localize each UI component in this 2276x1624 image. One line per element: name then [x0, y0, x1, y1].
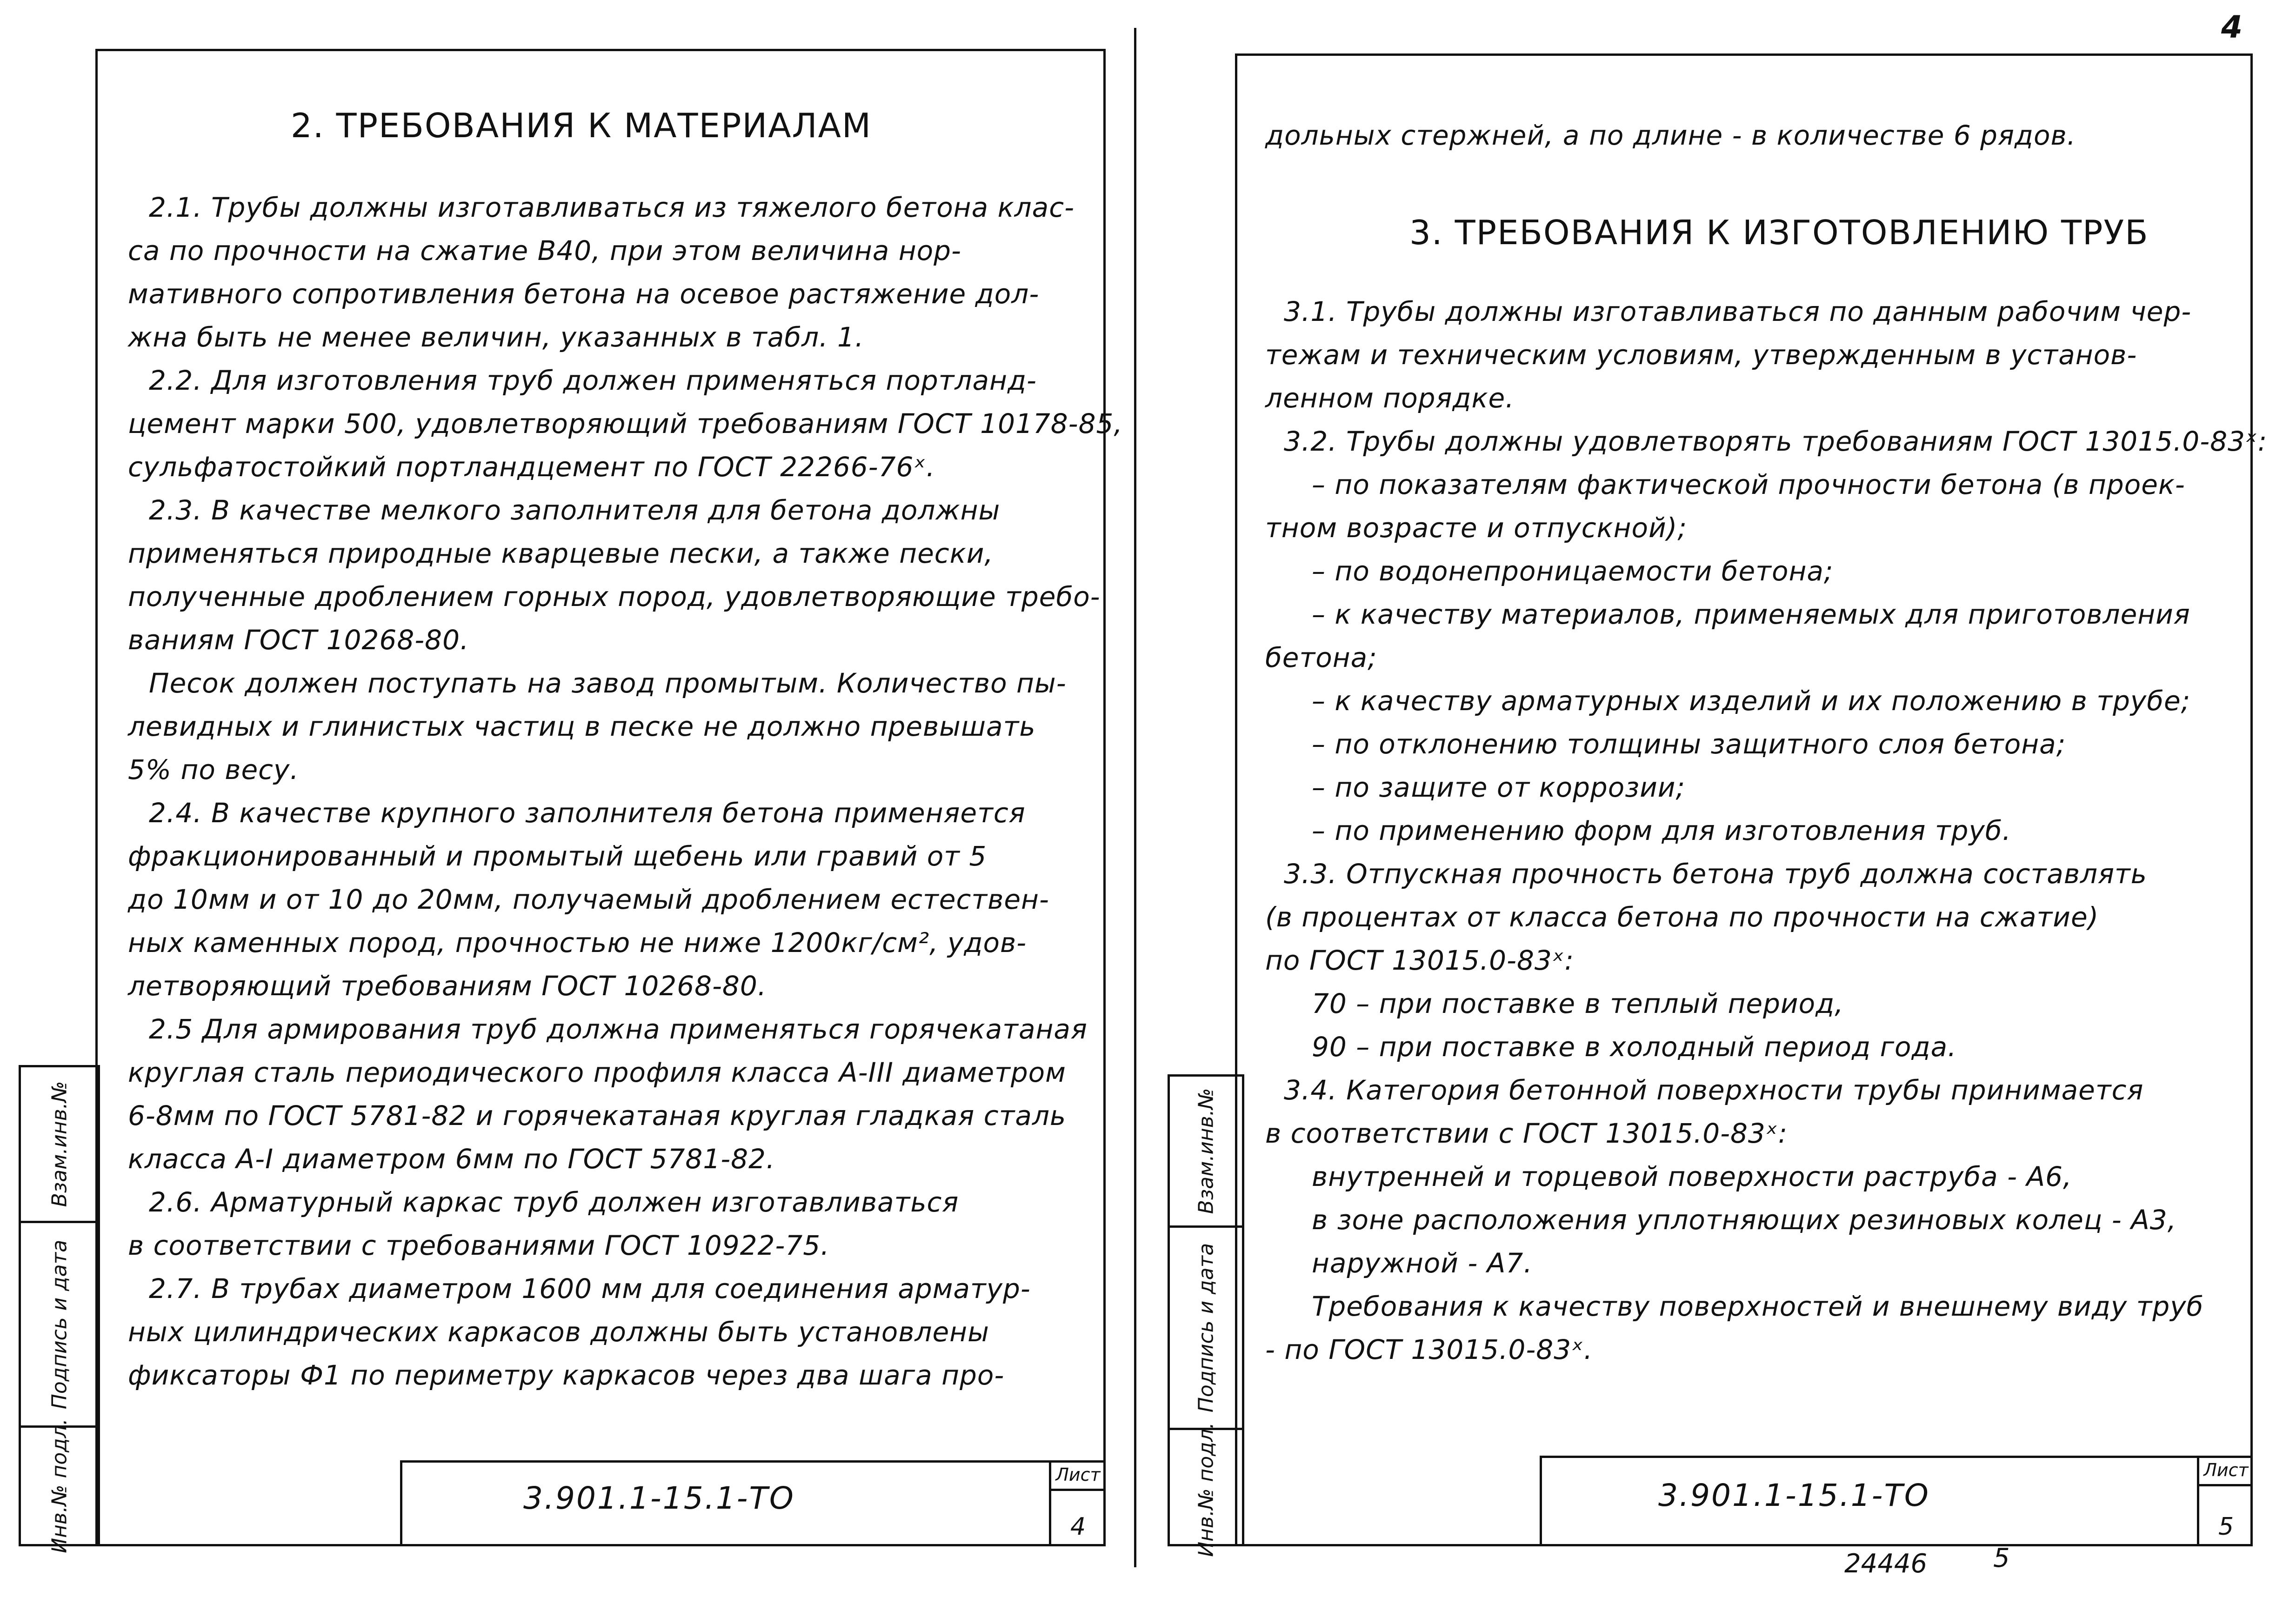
- side-label: Взам.инв.№: [47, 1081, 71, 1207]
- right-sheet-label: Лист: [2199, 1460, 2253, 1486]
- text-line: 3.1. Трубы должны изготавливаться по данным рабочим чер-: [1284, 296, 2192, 327]
- side-label: Инв.№ подл.: [1194, 1422, 1218, 1557]
- right-page-body: [1265, 114, 2076, 157]
- text-line: полученные дроблением горных пород, удовлетворяющие требо-: [128, 581, 1101, 612]
- text-line: круглая сталь периодического профиля класса А-III диаметром: [128, 1057, 1066, 1088]
- text-line: летворяющий требованиям ГОСТ 10268-80.: [128, 970, 767, 1002]
- right-title-block: [1540, 1456, 2253, 1546]
- right-side-strip: [1168, 1074, 1244, 1557]
- text-line: – к качеству арматурных изделий и их положению в трубе;: [1312, 685, 2191, 717]
- text-line: левидных и глинистых частиц в песке не должно превышать: [128, 711, 1036, 742]
- text-line: в соответствии с ГОСТ 13015.0-83ˣ:: [1265, 1118, 1788, 1149]
- text-line: цемент марки 500, удовлетворяющий требованиям ГОСТ 10178-85,: [128, 408, 1123, 439]
- right-sheet-box: [2197, 1458, 2253, 1546]
- left-document-code: 3.901.1-15.1-ТО: [523, 1480, 795, 1516]
- text-line: – по отклонению толщины защитного слоя бетона;: [1312, 728, 2066, 760]
- text-line: 3.3. Отпускная прочность бетона труб должна составлять: [1284, 858, 2147, 890]
- side-cell-replaced-inv: [1170, 1077, 1242, 1225]
- center-fold-line: [1134, 28, 1136, 1567]
- text-line: 3.2. Трубы должны удовлетворять требованиям ГОСТ 13015.0-83ˣ:: [1284, 426, 2268, 457]
- right-sheet-number: 5: [2218, 1513, 2234, 1541]
- text-line: 6-8мм по ГОСТ 5781-82 и горячекатаная круглая гладкая сталь: [128, 1100, 1067, 1131]
- left-page-body: [128, 186, 1123, 1397]
- text-line: – к качеству материалов, применяемых для приготовления: [1312, 599, 2190, 630]
- text-line: (в процентах от класса бетона по прочности на сжатие): [1265, 901, 2099, 933]
- text-line: ных цилиндрических каркасов должны быть установлены: [128, 1316, 989, 1348]
- lead-line: дольных стержней, а по длине - в количестве 6 рядов.: [1265, 120, 2076, 151]
- left-side-strip: [19, 1065, 100, 1553]
- top-page-number: 4: [2221, 9, 2243, 45]
- text-line: 2.7. В трубах диаметром 1600 мм для соединения арматур-: [149, 1273, 1031, 1305]
- side-label: Подпись и дата: [1194, 1243, 1218, 1413]
- text-line: Песок должен поступать на завод промытым. Количество пы-: [149, 667, 1067, 699]
- text-line: класса А-I диаметром 6мм по ГОСТ 5781-82.: [128, 1143, 775, 1175]
- right-page-title: 3. ТРЕБОВАНИЯ К ИЗГОТОВЛЕНИЮ ТРУБ: [1409, 213, 2149, 252]
- text-line: – по применению форм для изготовления труб.: [1312, 815, 2011, 846]
- left-page-title: 2. ТРЕБОВАНИЯ К МАТЕРИАЛАМ: [291, 106, 872, 145]
- side-label: Взам.инв.№: [1194, 1088, 1218, 1214]
- right-document-code: 3.901.1-15.1-ТО: [1658, 1478, 1930, 1513]
- text-line: до 10мм и от 10 до 20мм, получаемый дроблением естествен-: [128, 884, 1049, 915]
- text-line: - по ГОСТ 13015.0-83ˣ.: [1265, 1334, 1593, 1365]
- text-line: ленном порядке.: [1265, 382, 1515, 414]
- left-sheet-number: 4: [1070, 1513, 1086, 1541]
- text-line: – по защите от коррозии;: [1312, 772, 1686, 803]
- text-line: 2.4. В качестве крупного заполнителя бетона применяется: [149, 797, 1026, 829]
- text-line: 90 – при поставке в холодный период года.: [1312, 1031, 1957, 1063]
- left-sheet-label: Лист: [1051, 1464, 1105, 1491]
- text-line: жна быть не менее величин, указанных в табл. 1.: [128, 321, 864, 353]
- text-line: – по показателям фактической прочности бетона (в проек-: [1312, 469, 2185, 500]
- left-sheet-box: [1049, 1463, 1105, 1546]
- right-page-body-main: [1265, 290, 2267, 1371]
- text-line: фиксаторы Ф1 по периметру каркасов через два шага про-: [128, 1359, 1005, 1391]
- text-line: фракционированный и промытый щебень или гравий от 5: [128, 840, 987, 872]
- text-line: мативного сопротивления бетона на осевое растяжение дол-: [128, 278, 1040, 310]
- text-line: тном возрасте и отпускной);: [1265, 512, 1687, 544]
- text-line: наружной - А7.: [1312, 1247, 1533, 1279]
- text-line: применяться природные кварцевые пески, а также пески,: [128, 538, 994, 569]
- left-title-block: [400, 1460, 1105, 1546]
- text-line: в соответствии с требованиями ГОСТ 10922-75.: [128, 1230, 830, 1261]
- text-line: ваниям ГОСТ 10268-80.: [128, 624, 469, 656]
- side-cell-original-inv: [1170, 1422, 1242, 1557]
- text-line: 3.4. Категория бетонной поверхности трубы принимается: [1284, 1074, 2144, 1106]
- text-line: внутренней и торцевой поверхности раструба - А6,: [1312, 1161, 2072, 1192]
- text-line: 2.5 Для армирования труб должна применяться горячекатаная: [149, 1013, 1088, 1045]
- side-label: Подпись и дата: [47, 1239, 71, 1409]
- text-line: по ГОСТ 13015.0-83ˣ:: [1265, 945, 1575, 976]
- text-line: 5% по весу.: [128, 754, 299, 785]
- text-line: са по прочности на сжатие В40, при этом величина нор-: [128, 235, 961, 266]
- side-cell-replaced-inv: [21, 1067, 98, 1221]
- text-line: – по водонепроницаемости бетона;: [1312, 555, 1834, 587]
- text-line: в зоне расположения уплотняющих резиновых колец - А3,: [1312, 1204, 2177, 1236]
- side-cell-signature-date: [1170, 1225, 1242, 1428]
- text-line: 2.2. Для изготовления труб должен применяться портланд-: [149, 365, 1037, 396]
- side-cell-original-inv: [21, 1418, 98, 1553]
- bottom-page-number: 5: [1993, 1543, 2010, 1573]
- text-line: бетона;: [1265, 642, 1377, 673]
- text-line: 2.6. Арматурный каркас труб должен изготавливаться: [149, 1186, 959, 1218]
- text-line: 2.3. В качестве мелкого заполнителя для бетона должны: [149, 494, 1001, 526]
- side-cell-signature-date: [21, 1221, 98, 1425]
- text-line: 2.1. Трубы должны изготавливаться из тяжелого бетона клас-: [149, 192, 1075, 223]
- text-line: Требования к качеству поверхностей и внешнему виду труб: [1312, 1291, 2204, 1322]
- text-line: 70 – при поставке в теплый период,: [1312, 988, 1844, 1019]
- text-line: тежам и техническим условиям, утвержденным в установ-: [1265, 339, 2137, 371]
- text-line: сульфатостойкий портландцемент по ГОСТ 22266-76ˣ.: [128, 451, 935, 483]
- text-line: ных каменных пород, прочностью не ниже 1200кг/см², удов-: [128, 927, 1027, 958]
- side-label: Инв.№ подл.: [47, 1418, 71, 1553]
- archive-number: 24446: [1844, 1549, 1928, 1579]
